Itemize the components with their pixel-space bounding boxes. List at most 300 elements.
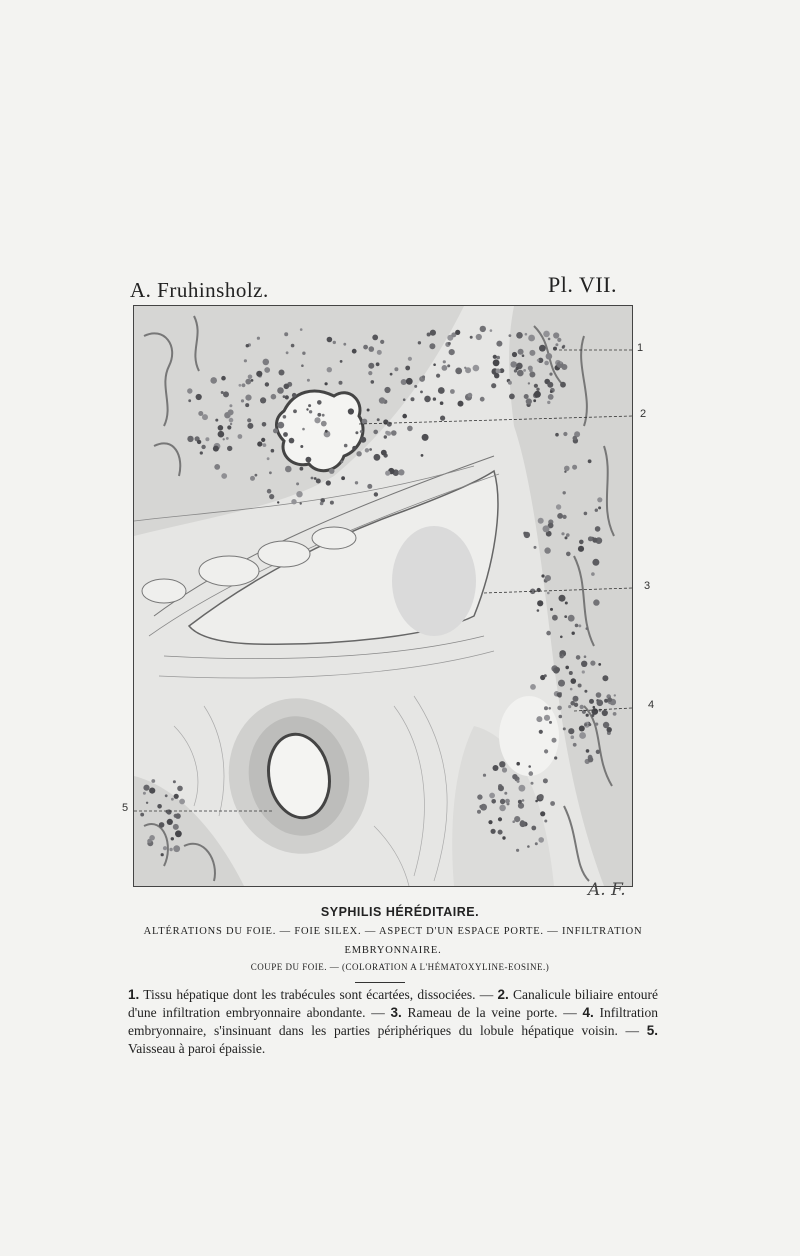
cell-nucleus bbox=[448, 342, 451, 345]
cell-nucleus bbox=[571, 678, 577, 684]
cell-nucleus bbox=[374, 492, 378, 496]
cell-nucleus bbox=[205, 437, 209, 441]
cell-nucleus bbox=[515, 367, 518, 370]
cell-nucleus bbox=[241, 399, 244, 402]
cell-nucleus bbox=[579, 732, 586, 739]
cell-nucleus bbox=[450, 389, 455, 394]
cell-nucleus bbox=[517, 370, 524, 377]
cell-nucleus bbox=[214, 464, 220, 470]
cell-nucleus bbox=[296, 482, 299, 485]
cell-nucleus bbox=[198, 411, 203, 416]
cell-nucleus bbox=[429, 343, 435, 349]
cell-nucleus bbox=[238, 434, 243, 439]
cell-nucleus bbox=[307, 379, 310, 382]
cell-nucleus bbox=[293, 409, 297, 413]
cell-nucleus bbox=[360, 437, 366, 443]
cell-nucleus bbox=[491, 799, 496, 804]
cell-nucleus bbox=[167, 819, 173, 825]
cell-nucleus bbox=[563, 727, 566, 730]
cell-nucleus bbox=[250, 476, 255, 481]
cell-nucleus bbox=[483, 774, 486, 777]
cell-nucleus bbox=[403, 398, 406, 401]
plate-number: Pl. VII. bbox=[548, 272, 617, 297]
caption-technique: COUPE DU FOIE. — (COLORATION A L'HÉMATOXYLINE-EOSINE.) bbox=[250, 962, 550, 972]
cell-nucleus bbox=[555, 667, 560, 672]
cell-nucleus bbox=[369, 448, 372, 451]
cell-nucleus bbox=[554, 756, 557, 759]
cell-nucleus bbox=[379, 397, 385, 403]
cell-nucleus bbox=[292, 393, 297, 398]
cell-nucleus bbox=[539, 730, 543, 734]
cell-nucleus bbox=[159, 822, 165, 828]
cell-nucleus bbox=[424, 396, 431, 403]
cell-nucleus bbox=[518, 803, 524, 809]
cell-nucleus bbox=[422, 434, 429, 441]
cell-nucleus bbox=[284, 384, 290, 390]
cell-nucleus bbox=[564, 615, 567, 618]
cell-nucleus bbox=[516, 762, 520, 766]
cell-nucleus bbox=[289, 438, 295, 444]
cell-nucleus bbox=[550, 390, 553, 393]
cell-nucleus bbox=[535, 842, 538, 845]
cell-nucleus bbox=[493, 355, 497, 359]
cell-nucleus bbox=[517, 780, 520, 783]
cell-nucleus bbox=[568, 615, 575, 622]
cell-nucleus bbox=[578, 684, 582, 688]
cell-nucleus bbox=[352, 446, 356, 450]
cell-nucleus bbox=[262, 422, 267, 427]
cell-nucleus bbox=[588, 757, 594, 763]
cell-nucleus bbox=[296, 491, 302, 497]
cell-nucleus bbox=[408, 357, 412, 361]
cell-nucleus bbox=[215, 419, 218, 422]
cell-nucleus bbox=[245, 395, 251, 401]
cell-nucleus bbox=[218, 425, 224, 431]
cell-nucleus bbox=[380, 340, 384, 344]
cell-nucleus bbox=[285, 395, 289, 399]
cell-nucleus bbox=[271, 394, 277, 400]
cell-nucleus bbox=[588, 459, 592, 463]
cell-nucleus bbox=[365, 448, 369, 452]
cell-nucleus bbox=[387, 422, 392, 427]
cell-nucleus bbox=[534, 391, 541, 398]
cell-nucleus bbox=[171, 837, 174, 840]
cell-nucleus bbox=[247, 418, 251, 422]
cell-nucleus bbox=[528, 366, 533, 371]
cell-nucleus bbox=[509, 334, 512, 337]
cell-nucleus bbox=[535, 800, 538, 803]
cell-nucleus bbox=[560, 382, 566, 388]
cell-nucleus bbox=[536, 716, 542, 722]
cell-nucleus bbox=[523, 532, 526, 535]
cell-nucleus bbox=[586, 749, 590, 753]
callout-5: 5 bbox=[122, 802, 129, 814]
cell-nucleus bbox=[385, 431, 389, 435]
cell-nucleus bbox=[411, 397, 415, 401]
cell-nucleus bbox=[586, 714, 589, 717]
caption-divider bbox=[355, 982, 405, 983]
cell-nucleus bbox=[498, 817, 502, 821]
cell-nucleus bbox=[584, 512, 588, 516]
cell-nucleus bbox=[548, 707, 551, 710]
cell-nucleus bbox=[518, 349, 524, 355]
cell-nucleus bbox=[197, 440, 201, 444]
cell-nucleus bbox=[537, 609, 540, 612]
cell-nucleus bbox=[596, 750, 600, 754]
cell-nucleus bbox=[578, 624, 581, 627]
cell-nucleus bbox=[177, 786, 183, 792]
cell-nucleus bbox=[260, 397, 266, 403]
cell-nucleus bbox=[406, 378, 413, 385]
cell-nucleus bbox=[562, 346, 565, 349]
cell-nucleus bbox=[557, 513, 563, 519]
cell-nucleus bbox=[221, 473, 227, 479]
cell-nucleus bbox=[202, 414, 208, 420]
cell-nucleus bbox=[597, 497, 602, 502]
cell-nucleus bbox=[325, 382, 328, 385]
cell-nucleus bbox=[538, 518, 544, 524]
cell-nucleus bbox=[385, 471, 390, 476]
cell-nucleus bbox=[363, 345, 368, 350]
cell-nucleus bbox=[518, 800, 522, 804]
cell-nucleus bbox=[300, 445, 303, 448]
cell-nucleus bbox=[563, 491, 566, 494]
legend-text: Tissu hépatique dont les trabécules sont écartées, dissociées. — bbox=[139, 987, 498, 1002]
cell-nucleus bbox=[143, 785, 149, 791]
callout-1: 1 bbox=[637, 342, 644, 354]
cell-nucleus bbox=[512, 774, 517, 779]
cell-nucleus bbox=[433, 397, 436, 400]
cell-nucleus bbox=[565, 666, 569, 670]
cell-nucleus bbox=[597, 700, 604, 707]
cell-nucleus bbox=[333, 341, 336, 344]
cell-nucleus bbox=[499, 805, 506, 812]
cell-nucleus bbox=[514, 816, 520, 822]
cell-nucleus bbox=[531, 826, 536, 831]
cell-nucleus bbox=[286, 351, 289, 354]
cell-nucleus bbox=[367, 409, 370, 412]
cell-nucleus bbox=[572, 632, 575, 635]
artist-signature: A. F. bbox=[588, 880, 626, 900]
cell-nucleus bbox=[455, 330, 460, 335]
cell-nucleus bbox=[371, 380, 375, 384]
cell-nucleus bbox=[595, 723, 598, 726]
cell-nucleus bbox=[557, 338, 561, 342]
cell-nucleus bbox=[580, 705, 584, 709]
cell-nucleus bbox=[384, 435, 387, 438]
cell-nucleus bbox=[470, 336, 473, 339]
cell-nucleus bbox=[560, 636, 563, 639]
cell-nucleus bbox=[447, 364, 450, 367]
cell-nucleus bbox=[265, 382, 269, 386]
cell-nucleus bbox=[537, 600, 543, 606]
cell-nucleus bbox=[149, 788, 155, 794]
cell-nucleus bbox=[381, 450, 387, 456]
cell-nucleus bbox=[536, 388, 539, 391]
cell-nucleus bbox=[438, 387, 445, 394]
cell-nucleus bbox=[230, 423, 232, 425]
cell-nucleus bbox=[604, 699, 608, 703]
cell-nucleus bbox=[553, 347, 557, 351]
cell-nucleus bbox=[343, 343, 346, 346]
cell-nucleus bbox=[291, 344, 295, 348]
cell-nucleus bbox=[330, 501, 334, 505]
cell-nucleus bbox=[201, 445, 205, 449]
cell-nucleus bbox=[277, 501, 279, 503]
cell-nucleus bbox=[596, 692, 602, 698]
cell-nucleus bbox=[555, 343, 558, 346]
cell-nucleus bbox=[559, 653, 562, 656]
cell-nucleus bbox=[586, 627, 589, 630]
cell-nucleus bbox=[545, 575, 551, 581]
cell-nucleus bbox=[210, 377, 217, 384]
cell-nucleus bbox=[529, 350, 535, 356]
cell-nucleus bbox=[311, 477, 314, 480]
cell-nucleus bbox=[537, 359, 540, 362]
cell-nucleus bbox=[283, 432, 288, 437]
cell-nucleus bbox=[221, 376, 226, 381]
cell-nucleus bbox=[309, 410, 312, 413]
cell-nucleus bbox=[576, 655, 581, 660]
cell-nucleus bbox=[284, 332, 288, 336]
cell-nucleus bbox=[602, 675, 608, 681]
cell-nucleus bbox=[549, 721, 552, 724]
cell-nucleus bbox=[255, 474, 258, 477]
cell-nucleus bbox=[480, 326, 486, 332]
cell-nucleus bbox=[574, 703, 578, 707]
legend-number: 3. bbox=[390, 1005, 402, 1020]
cell-nucleus bbox=[314, 417, 320, 423]
cell-nucleus bbox=[420, 391, 423, 394]
cell-nucleus bbox=[544, 820, 547, 823]
cell-nucleus bbox=[163, 846, 167, 850]
cell-nucleus bbox=[306, 408, 308, 410]
cell-nucleus bbox=[391, 430, 397, 436]
cell-nucleus bbox=[377, 350, 382, 355]
cell-nucleus bbox=[563, 432, 567, 436]
cell-nucleus bbox=[499, 761, 505, 767]
cell-nucleus bbox=[553, 332, 559, 338]
cell-nucleus bbox=[348, 408, 354, 414]
cell-nucleus bbox=[285, 466, 292, 473]
cell-nucleus bbox=[547, 382, 553, 388]
cell-nucleus bbox=[433, 363, 436, 366]
cell-nucleus bbox=[531, 782, 534, 785]
cell-nucleus bbox=[498, 830, 503, 835]
cell-nucleus bbox=[244, 359, 247, 362]
cell-nucleus bbox=[368, 371, 372, 375]
cell-nucleus bbox=[558, 680, 565, 687]
cell-nucleus bbox=[376, 362, 380, 366]
cell-nucleus bbox=[245, 403, 249, 407]
legend-text: Rameau de la veine porte. — bbox=[401, 1005, 583, 1020]
cell-nucleus bbox=[146, 802, 148, 804]
cell-nucleus bbox=[595, 526, 601, 532]
cell-nucleus bbox=[322, 414, 325, 417]
cell-nucleus bbox=[283, 395, 286, 398]
cell-nucleus bbox=[546, 353, 553, 360]
cell-nucleus bbox=[538, 794, 544, 800]
cell-nucleus bbox=[314, 477, 317, 480]
cell-nucleus bbox=[418, 341, 421, 344]
cell-nucleus bbox=[490, 329, 493, 332]
legend-number: 1. bbox=[128, 987, 140, 1002]
cell-nucleus bbox=[271, 449, 275, 453]
cell-nucleus bbox=[173, 845, 180, 852]
cell-nucleus bbox=[524, 394, 529, 399]
cell-nucleus bbox=[179, 799, 185, 805]
cell-nucleus bbox=[549, 373, 552, 376]
cell-nucleus bbox=[584, 723, 587, 726]
cell-nucleus bbox=[302, 352, 305, 355]
cell-nucleus bbox=[321, 421, 327, 427]
cell-nucleus bbox=[582, 670, 585, 673]
cell-nucleus bbox=[607, 727, 612, 732]
cell-nucleus bbox=[510, 361, 516, 367]
legend-number: 2. bbox=[497, 987, 509, 1002]
cell-nucleus bbox=[355, 481, 358, 484]
cell-nucleus bbox=[548, 394, 554, 400]
cell-nucleus bbox=[166, 809, 171, 814]
cell-nucleus bbox=[480, 397, 485, 402]
cell-nucleus bbox=[300, 328, 303, 331]
cell-nucleus bbox=[550, 608, 553, 611]
cell-nucleus bbox=[538, 837, 544, 843]
cell-nucleus bbox=[277, 387, 284, 394]
cell-nucleus bbox=[455, 368, 462, 375]
cell-nucleus bbox=[595, 509, 598, 512]
cell-nucleus bbox=[608, 697, 613, 702]
cell-nucleus bbox=[588, 723, 591, 726]
cell-nucleus bbox=[544, 547, 550, 553]
cell-nucleus bbox=[602, 710, 608, 716]
cell-nucleus bbox=[544, 715, 550, 721]
cell-nucleus bbox=[598, 506, 601, 509]
cell-nucleus bbox=[613, 712, 617, 716]
cell-nucleus bbox=[563, 515, 567, 519]
cell-nucleus bbox=[245, 379, 251, 385]
cell-nucleus bbox=[500, 799, 505, 804]
cell-nucleus bbox=[560, 362, 562, 364]
cell-nucleus bbox=[283, 415, 287, 419]
cell-nucleus bbox=[509, 394, 515, 400]
cell-nucleus bbox=[200, 451, 203, 454]
cell-nucleus bbox=[526, 398, 532, 404]
cell-nucleus bbox=[196, 394, 202, 400]
cell-nucleus bbox=[227, 425, 231, 429]
histology-drawing bbox=[134, 306, 632, 886]
cell-nucleus bbox=[550, 801, 555, 806]
cell-nucleus bbox=[306, 457, 312, 463]
cell-nucleus bbox=[443, 360, 446, 363]
cell-nucleus bbox=[568, 705, 571, 708]
caption-subtitle: ALTÉRATIONS DU FOIE. — FOIE SILEX. — ASPECT D'UN ESPACE PORTE. — INFILTRATION EMBRYONNAIRE. bbox=[143, 926, 643, 956]
cell-nucleus bbox=[544, 674, 547, 677]
cell-nucleus bbox=[326, 480, 331, 485]
cell-nucleus bbox=[512, 352, 517, 357]
cell-nucleus bbox=[598, 663, 601, 666]
cell-nucleus bbox=[544, 706, 548, 710]
callout-4: 4 bbox=[648, 699, 655, 711]
cell-nucleus bbox=[578, 546, 584, 552]
cell-nucleus bbox=[559, 715, 563, 719]
cell-nucleus bbox=[571, 735, 575, 739]
cell-nucleus bbox=[476, 334, 482, 340]
cell-nucleus bbox=[263, 359, 270, 366]
cell-nucleus bbox=[218, 431, 225, 438]
cell-nucleus bbox=[529, 771, 534, 776]
cell-nucleus bbox=[522, 799, 525, 802]
cell-nucleus bbox=[421, 454, 424, 457]
cell-nucleus bbox=[300, 502, 302, 504]
cell-nucleus bbox=[468, 393, 473, 398]
cell-nucleus bbox=[559, 595, 566, 602]
cell-nucleus bbox=[572, 465, 577, 470]
cell-nucleus bbox=[173, 824, 179, 830]
cell-nucleus bbox=[227, 446, 232, 451]
cell-nucleus bbox=[344, 444, 348, 448]
cell-nucleus bbox=[414, 385, 417, 388]
cell-nucleus bbox=[440, 416, 445, 421]
cell-nucleus bbox=[151, 779, 155, 783]
cell-nucleus bbox=[143, 792, 146, 795]
cell-nucleus bbox=[442, 365, 448, 371]
cell-nucleus bbox=[544, 361, 549, 366]
cell-nucleus bbox=[264, 367, 270, 373]
cell-nucleus bbox=[527, 845, 530, 848]
cell-nucleus bbox=[384, 387, 390, 393]
cell-nucleus bbox=[458, 401, 464, 407]
cell-nucleus bbox=[557, 706, 562, 711]
cell-nucleus bbox=[570, 688, 573, 691]
cell-nucleus bbox=[575, 624, 579, 628]
cell-nucleus bbox=[188, 399, 191, 402]
cell-nucleus bbox=[273, 428, 278, 433]
cell-nucleus bbox=[573, 436, 578, 441]
cell-nucleus bbox=[261, 438, 265, 442]
cell-nucleus bbox=[491, 383, 496, 388]
histology-illustration bbox=[133, 305, 633, 887]
callout-2: 2 bbox=[640, 408, 647, 420]
cell-nucleus bbox=[502, 767, 507, 772]
cell-nucleus bbox=[229, 418, 234, 423]
cell-nucleus bbox=[251, 379, 254, 382]
cell-nucleus bbox=[558, 693, 562, 697]
legend-text: Infiltration embryonnaire, s'insinuant dans les parties périphériques du lobule hépatique voisin. — bbox=[128, 1005, 658, 1038]
cell-nucleus bbox=[529, 372, 535, 378]
cell-nucleus bbox=[508, 381, 512, 385]
cell-nucleus bbox=[173, 780, 176, 783]
legend-number: 5. bbox=[646, 1023, 658, 1038]
caption-title: SYPHILIS HÉRÉDITAIRE. bbox=[320, 905, 480, 919]
cell-nucleus bbox=[516, 332, 523, 339]
cell-nucleus bbox=[546, 631, 551, 636]
cell-nucleus bbox=[340, 360, 343, 363]
cell-nucleus bbox=[565, 602, 568, 605]
cell-nucleus bbox=[175, 830, 182, 837]
cell-nucleus bbox=[213, 446, 219, 452]
cell-nucleus bbox=[327, 367, 332, 372]
cell-nucleus bbox=[320, 502, 324, 506]
cell-nucleus bbox=[491, 829, 496, 834]
cell-nucleus bbox=[440, 401, 444, 405]
cell-nucleus bbox=[489, 793, 495, 799]
cell-nucleus bbox=[493, 765, 499, 771]
cell-nucleus bbox=[157, 804, 162, 809]
cell-nucleus bbox=[593, 599, 599, 605]
cell-nucleus bbox=[498, 785, 504, 791]
cell-nucleus bbox=[401, 379, 407, 385]
